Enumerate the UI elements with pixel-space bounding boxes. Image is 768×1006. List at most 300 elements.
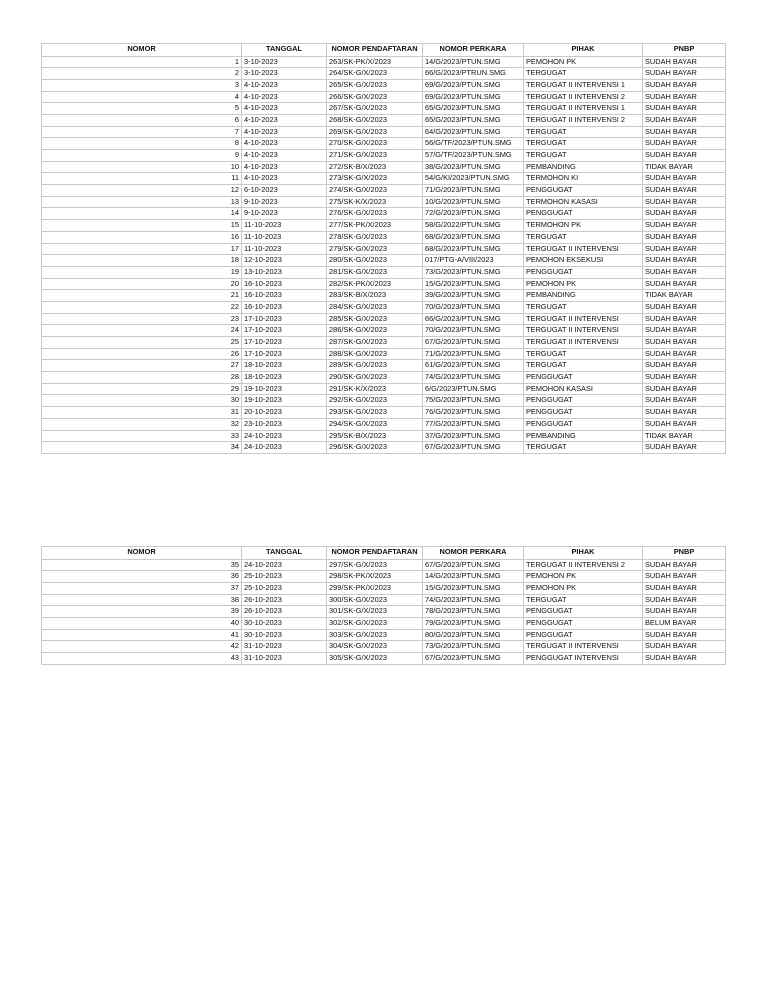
cell-tanggal: 30-10-2023 — [242, 629, 327, 641]
cell-pnbp: SUDAH BAYAR — [643, 407, 726, 419]
cell-tanggal: 26-10-2023 — [242, 594, 327, 606]
cell-pnbp: SUDAH BAYAR — [643, 348, 726, 360]
cell-nomor: 26 — [42, 348, 242, 360]
cell-nomor: 42 — [42, 641, 242, 653]
cell-pihak: PENGGUGAT — [524, 418, 643, 430]
cell-nomor-perkara: 58/G/2022/PTUN.SMG — [423, 220, 524, 232]
cell-nomor: 31 — [42, 407, 242, 419]
cell-tanggal: 4-10-2023 — [242, 150, 327, 162]
cell-nomor: 8 — [42, 138, 242, 150]
cell-nomor-pendaftaran: 282/SK-PK/X/2023 — [327, 278, 423, 290]
cell-pihak: PENGGUGAT — [524, 266, 643, 278]
cell-tanggal: 31-10-2023 — [242, 653, 327, 665]
table-row — [42, 395, 726, 407]
cell-nomor: 7 — [42, 126, 242, 138]
table-header-row — [42, 44, 726, 57]
cell-tanggal: 11-10-2023 — [242, 231, 327, 243]
cell-pnbp: SUDAH BAYAR — [643, 372, 726, 384]
cell-nomor-perkara: 10/G/2023/PTUN.SMG — [423, 196, 524, 208]
cell-nomor: 37 — [42, 582, 242, 594]
cell-nomor-pendaftaran: 263/SK-PK/X/2023 — [327, 56, 423, 68]
cell-pihak: TERGUGAT — [524, 594, 643, 606]
registry-table-2 — [41, 546, 726, 665]
cell-nomor: 23 — [42, 313, 242, 325]
cell-tanggal: 4-10-2023 — [242, 161, 327, 173]
cell-tanggal: 4-10-2023 — [242, 138, 327, 150]
cell-nomor-perkara: 71/G/2023/PTUN.SMG — [423, 185, 524, 197]
cell-nomor-pendaftaran: 288/SK-G/X/2023 — [327, 348, 423, 360]
cell-pnbp: SUDAH BAYAR — [643, 56, 726, 68]
cell-nomor-pendaftaran: 280/SK-G/X/2023 — [327, 255, 423, 267]
cell-nomor-perkara: 14/G/2023/PTUN.SMG — [423, 571, 524, 583]
cell-tanggal: 25-10-2023 — [242, 582, 327, 594]
cell-pnbp: SUDAH BAYAR — [643, 418, 726, 430]
cell-tanggal: 19-10-2023 — [242, 383, 327, 395]
cell-pihak: TERGUGAT — [524, 126, 643, 138]
cell-pnbp: SUDAH BAYAR — [643, 629, 726, 641]
cell-nomor-perkara: 70/G/2023/PTUN.SMG — [423, 325, 524, 337]
cell-tanggal: 12-10-2023 — [242, 255, 327, 267]
table-row — [42, 91, 726, 103]
cell-nomor: 5 — [42, 103, 242, 115]
cell-nomor-pendaftaran: 293/SK-G/X/2023 — [327, 407, 423, 419]
cell-tanggal: 31-10-2023 — [242, 641, 327, 653]
cell-nomor-perkara: 15/G/2023/PTUN.SMG — [423, 582, 524, 594]
cell-nomor: 35 — [42, 559, 242, 571]
cell-nomor-perkara: 67/G/2023/PTUN.SMG — [423, 559, 524, 571]
cell-nomor-pendaftaran: 296/SK-G/X/2023 — [327, 442, 423, 454]
cell-tanggal: 4-10-2023 — [242, 91, 327, 103]
cell-pihak: PENGGUGAT INTERVENSI — [524, 653, 643, 665]
cell-pnbp: SUDAH BAYAR — [643, 337, 726, 349]
table-row — [42, 79, 726, 91]
table-header-row — [42, 547, 726, 560]
cell-tanggal: 4-10-2023 — [242, 126, 327, 138]
cell-nomor-perkara: 74/G/2023/PTUN.SMG — [423, 594, 524, 606]
header-nomor: NOMOR — [42, 44, 242, 57]
cell-tanggal: 17-10-2023 — [242, 337, 327, 349]
table-row — [42, 653, 726, 665]
cell-tanggal: 26-10-2023 — [242, 606, 327, 618]
cell-nomor-pendaftaran: 298/SK-PK/X/2023 — [327, 571, 423, 583]
cell-pihak: PEMOHON EKSEKUSI — [524, 255, 643, 267]
cell-tanggal: 9-10-2023 — [242, 196, 327, 208]
cell-pnbp: TIDAK BAYAR — [643, 430, 726, 442]
cell-nomor: 1 — [42, 56, 242, 68]
cell-pnbp: SUDAH BAYAR — [643, 641, 726, 653]
cell-tanggal: 24-10-2023 — [242, 442, 327, 454]
cell-pnbp: SUDAH BAYAR — [643, 91, 726, 103]
cell-pihak: TERGUGAT II INTERVENSI 2 — [524, 559, 643, 571]
cell-nomor-pendaftaran: 289/SK-G/X/2023 — [327, 360, 423, 372]
cell-pihak: TERMOHON KI — [524, 173, 643, 185]
cell-nomor-perkara: 74/G/2023/PTUN.SMG — [423, 372, 524, 384]
cell-nomor-perkara: 70/G/2023/PTUN.SMG — [423, 301, 524, 313]
cell-pnbp: SUDAH BAYAR — [643, 383, 726, 395]
cell-tanggal: 6-10-2023 — [242, 185, 327, 197]
cell-nomor-perkara: 68/G/2023/PTUN.SMG — [423, 231, 524, 243]
cell-tanggal: 18-10-2023 — [242, 372, 327, 384]
cell-pihak: PENGGUGAT — [524, 407, 643, 419]
cell-nomor: 4 — [42, 91, 242, 103]
cell-pihak: PEMOHON PK — [524, 56, 643, 68]
cell-nomor: 19 — [42, 266, 242, 278]
cell-nomor-pendaftaran: 303/SK-G/X/2023 — [327, 629, 423, 641]
header-nomor-pendaftaran: NOMOR PENDAFTARAN — [327, 44, 423, 57]
cell-nomor-pendaftaran: 299/SK-PK/X/2023 — [327, 582, 423, 594]
cell-nomor: 41 — [42, 629, 242, 641]
cell-nomor: 10 — [42, 161, 242, 173]
cell-nomor-perkara: 69/G/2023/PTUN.SMG — [423, 91, 524, 103]
cell-nomor: 27 — [42, 360, 242, 372]
table-row — [42, 208, 726, 220]
table-row — [42, 360, 726, 372]
cell-nomor-pendaftaran: 268/SK-G/X/2023 — [327, 114, 423, 126]
cell-pnbp: SUDAH BAYAR — [643, 79, 726, 91]
cell-pnbp: TIDAK BAYAR — [643, 290, 726, 302]
cell-nomor-pendaftaran: 291/SK-K/X/2023 — [327, 383, 423, 395]
cell-tanggal: 23-10-2023 — [242, 418, 327, 430]
cell-nomor-perkara: 39/G/2023/PTUN.SMG — [423, 290, 524, 302]
cell-pnbp: SUDAH BAYAR — [643, 313, 726, 325]
cell-nomor: 32 — [42, 418, 242, 430]
cell-nomor: 28 — [42, 372, 242, 384]
cell-nomor-pendaftaran: 275/SK-K/X/2023 — [327, 196, 423, 208]
cell-pnbp: SUDAH BAYAR — [643, 185, 726, 197]
cell-pihak: TERGUGAT II INTERVENSI 2 — [524, 91, 643, 103]
cell-nomor-perkara: 66/G/2023/PTUN.SMG — [423, 313, 524, 325]
table-row — [42, 372, 726, 384]
cell-pihak: TERGUGAT II INTERVENSI — [524, 313, 643, 325]
cell-nomor: 24 — [42, 325, 242, 337]
cell-nomor-pendaftaran: 297/SK-G/X/2023 — [327, 559, 423, 571]
cell-nomor-perkara: 77/G/2023/PTUN.SMG — [423, 418, 524, 430]
cell-nomor-pendaftaran: 270/SK-G/X/2023 — [327, 138, 423, 150]
table-row — [42, 231, 726, 243]
cell-tanggal: 25-10-2023 — [242, 571, 327, 583]
cell-tanggal: 11-10-2023 — [242, 243, 327, 255]
cell-nomor-pendaftaran: 271/SK-G/X/2023 — [327, 150, 423, 162]
cell-nomor-pendaftaran: 264/SK-G/X/2023 — [327, 68, 423, 80]
cell-tanggal: 30-10-2023 — [242, 617, 327, 629]
cell-pihak: TERGUGAT — [524, 138, 643, 150]
cell-tanggal: 4-10-2023 — [242, 114, 327, 126]
cell-pihak: PENGGUGAT — [524, 629, 643, 641]
cell-nomor-perkara: 54/G/KI/2023/PTUN.SMG — [423, 173, 524, 185]
cell-tanggal: 24-10-2023 — [242, 559, 327, 571]
cell-pihak: PENGGUGAT — [524, 208, 643, 220]
header-pihak: PIHAK — [524, 547, 643, 560]
cell-nomor-perkara: 79/G/2023/PTUN.SMG — [423, 617, 524, 629]
cell-pihak: TERGUGAT — [524, 442, 643, 454]
cell-pnbp: SUDAH BAYAR — [643, 395, 726, 407]
table-row — [42, 255, 726, 267]
cell-pnbp: SUDAH BAYAR — [643, 559, 726, 571]
cell-pnbp: SUDAH BAYAR — [643, 571, 726, 583]
cell-nomor-pendaftaran: 300/SK-G/X/2023 — [327, 594, 423, 606]
cell-pnbp: BELUM BAYAR — [643, 617, 726, 629]
cell-nomor-pendaftaran: 302/SK-G/X/2023 — [327, 617, 423, 629]
cell-nomor-pendaftaran: 286/SK-G/X/2023 — [327, 325, 423, 337]
cell-nomor-perkara: 37/G/2023/PTUN.SMG — [423, 430, 524, 442]
cell-pihak: TERGUGAT — [524, 68, 643, 80]
cell-nomor-perkara: 6/G/2023/PTUN.SMG — [423, 383, 524, 395]
cell-pihak: PEMOHON PK — [524, 571, 643, 583]
cell-nomor: 40 — [42, 617, 242, 629]
cell-nomor: 15 — [42, 220, 242, 232]
table-row — [42, 278, 726, 290]
cell-pihak: PEMOHON PK — [524, 278, 643, 290]
cell-tanggal: 24-10-2023 — [242, 430, 327, 442]
table-row — [42, 582, 726, 594]
cell-nomor: 29 — [42, 383, 242, 395]
cell-pnbp: SUDAH BAYAR — [643, 231, 726, 243]
cell-nomor: 6 — [42, 114, 242, 126]
cell-pnbp: SUDAH BAYAR — [643, 594, 726, 606]
cell-nomor-pendaftaran: 272/SK-B/X/2023 — [327, 161, 423, 173]
header-nomor-perkara: NOMOR PERKARA — [423, 547, 524, 560]
cell-pihak: TERGUGAT II INTERVENSI — [524, 641, 643, 653]
cell-nomor-pendaftaran: 301/SK-G/X/2023 — [327, 606, 423, 618]
cell-pnbp: SUDAH BAYAR — [643, 68, 726, 80]
cell-nomor-perkara: 75/G/2023/PTUN.SMG — [423, 395, 524, 407]
cell-nomor: 2 — [42, 68, 242, 80]
cell-pnbp: SUDAH BAYAR — [643, 126, 726, 138]
table-row — [42, 641, 726, 653]
cell-pnbp: SUDAH BAYAR — [643, 266, 726, 278]
cell-pnbp: SUDAH BAYAR — [643, 243, 726, 255]
cell-nomor-pendaftaran: 294/SK-G/X/2023 — [327, 418, 423, 430]
cell-pihak: TERGUGAT II INTERVENSI 2 — [524, 114, 643, 126]
cell-nomor-pendaftaran: 277/SK-PK/X/2023 — [327, 220, 423, 232]
cell-tanggal: 16-10-2023 — [242, 290, 327, 302]
cell-nomor-pendaftaran: 278/SK-G/X/2023 — [327, 231, 423, 243]
cell-nomor-pendaftaran: 267/SK-G/X/2023 — [327, 103, 423, 115]
table-row — [42, 325, 726, 337]
table-row — [42, 126, 726, 138]
cell-pnbp: SUDAH BAYAR — [643, 220, 726, 232]
cell-pnbp: SUDAH BAYAR — [643, 442, 726, 454]
cell-nomor: 43 — [42, 653, 242, 665]
cell-nomor: 18 — [42, 255, 242, 267]
cell-pihak: TERGUGAT — [524, 150, 643, 162]
cell-tanggal: 16-10-2023 — [242, 301, 327, 313]
table-row — [42, 185, 726, 197]
cell-nomor-perkara: 68/G/2023/PTUN.SMG — [423, 243, 524, 255]
cell-nomor-perkara: 80/G/2023/PTUN.SMG — [423, 629, 524, 641]
cell-nomor-pendaftaran: 266/SK-G/X/2023 — [327, 91, 423, 103]
cell-pnbp: SUDAH BAYAR — [643, 138, 726, 150]
cell-nomor-pendaftaran: 285/SK-G/X/2023 — [327, 313, 423, 325]
cell-nomor: 12 — [42, 185, 242, 197]
cell-pihak: PENGGUGAT — [524, 617, 643, 629]
cell-pihak: PEMBANDING — [524, 430, 643, 442]
table-row — [42, 337, 726, 349]
table-row — [42, 114, 726, 126]
table-row — [42, 220, 726, 232]
cell-nomor-perkara: 72/G/2023/PTUN.SMG — [423, 208, 524, 220]
cell-nomor-pendaftaran: 295/SK-B/X/2023 — [327, 430, 423, 442]
table-row — [42, 173, 726, 185]
table-row — [42, 407, 726, 419]
cell-nomor-perkara: 73/G/2023/PTUN.SMG — [423, 641, 524, 653]
cell-nomor: 13 — [42, 196, 242, 208]
cell-pihak: TERGUGAT II INTERVENSI 1 — [524, 103, 643, 115]
cell-nomor-pendaftaran: 283/SK-B/X/2023 — [327, 290, 423, 302]
cell-pihak: TERGUGAT — [524, 348, 643, 360]
table-row — [42, 348, 726, 360]
cell-nomor-pendaftaran: 279/SK-G/X/2023 — [327, 243, 423, 255]
cell-nomor-pendaftaran: 274/SK-G/X/2023 — [327, 185, 423, 197]
table-row — [42, 418, 726, 430]
cell-pnbp: SUDAH BAYAR — [643, 196, 726, 208]
cell-nomor-perkara: 38/G/2023/PTUN.SMG — [423, 161, 524, 173]
header-nomor: NOMOR — [42, 547, 242, 560]
table-row — [42, 606, 726, 618]
cell-tanggal: 17-10-2023 — [242, 313, 327, 325]
cell-nomor: 22 — [42, 301, 242, 313]
cell-tanggal: 3-10-2023 — [242, 68, 327, 80]
header-pnbp: PNBP — [643, 44, 726, 57]
cell-pihak: PENGGUGAT — [524, 372, 643, 384]
header-nomor-perkara: NOMOR PERKARA — [423, 44, 524, 57]
cell-nomor-perkara: 017/PTG-A/VIII/2023 — [423, 255, 524, 267]
table-row — [42, 559, 726, 571]
cell-nomor-perkara: 65/G/2023/PTUN.SMG — [423, 103, 524, 115]
cell-pnbp: TIDAK BAYAR — [643, 161, 726, 173]
cell-nomor-perkara: 57/G/TF/2023/PTUN.SMG — [423, 150, 524, 162]
cell-tanggal: 16-10-2023 — [242, 278, 327, 290]
cell-pihak: PEMOHON PK — [524, 582, 643, 594]
table-row — [42, 161, 726, 173]
table-row — [42, 594, 726, 606]
cell-tanggal: 18-10-2023 — [242, 360, 327, 372]
cell-nomor-perkara: 78/G/2023/PTUN.SMG — [423, 606, 524, 618]
cell-pihak: PEMOHON KASASI — [524, 383, 643, 395]
cell-nomor: 25 — [42, 337, 242, 349]
table-body-2 — [42, 559, 726, 664]
cell-nomor: 14 — [42, 208, 242, 220]
cell-pihak: TERGUGAT II INTERVENSI 1 — [524, 79, 643, 91]
cell-pihak: TERGUGAT II INTERVENSI — [524, 243, 643, 255]
table-row — [42, 68, 726, 80]
cell-nomor-pendaftaran: 284/SK-G/X/2023 — [327, 301, 423, 313]
cell-tanggal: 9-10-2023 — [242, 208, 327, 220]
cell-tanggal: 4-10-2023 — [242, 173, 327, 185]
cell-tanggal: 17-10-2023 — [242, 325, 327, 337]
table-row — [42, 243, 726, 255]
cell-tanggal: 17-10-2023 — [242, 348, 327, 360]
cell-pnbp: SUDAH BAYAR — [643, 173, 726, 185]
cell-pihak: TERGUGAT II INTERVENSI — [524, 337, 643, 349]
cell-nomor-perkara: 67/G/2023/PTUN.SMG — [423, 337, 524, 349]
cell-nomor-perkara: 56/G/TF/2023/PTUN.SMG — [423, 138, 524, 150]
table-row — [42, 301, 726, 313]
cell-nomor-pendaftaran: 305/SK-G/X/2023 — [327, 653, 423, 665]
header-tanggal: TANGGAL — [242, 44, 327, 57]
cell-tanggal: 4-10-2023 — [242, 103, 327, 115]
cell-nomor: 21 — [42, 290, 242, 302]
cell-pihak: PENGGUGAT — [524, 185, 643, 197]
cell-pnbp: SUDAH BAYAR — [643, 114, 726, 126]
table-row — [42, 290, 726, 302]
cell-pihak: PENGGUGAT — [524, 606, 643, 618]
cell-nomor-pendaftaran: 292/SK-G/X/2023 — [327, 395, 423, 407]
table-row — [42, 430, 726, 442]
cell-pnbp: SUDAH BAYAR — [643, 325, 726, 337]
table-row — [42, 571, 726, 583]
cell-nomor: 16 — [42, 231, 242, 243]
cell-nomor-perkara: 69/G/2023/PTUN.SMG — [423, 79, 524, 91]
cell-pihak: TERMOHON PK — [524, 220, 643, 232]
cell-pnbp: SUDAH BAYAR — [643, 653, 726, 665]
cell-pnbp: SUDAH BAYAR — [643, 301, 726, 313]
table-row — [42, 56, 726, 68]
cell-nomor: 20 — [42, 278, 242, 290]
cell-nomor-perkara: 14/G/2023/PTUN.SMG — [423, 56, 524, 68]
cell-nomor-perkara: 67/G/2023/PTUN.SMG — [423, 653, 524, 665]
cell-nomor-perkara: 76/G/2023/PTUN.SMG — [423, 407, 524, 419]
cell-pihak: TERGUGAT — [524, 360, 643, 372]
header-pnbp: PNBP — [643, 547, 726, 560]
cell-nomor-perkara: 66/G/2023/PTRUN.SMG — [423, 68, 524, 80]
cell-nomor: 36 — [42, 571, 242, 583]
table-row — [42, 313, 726, 325]
cell-nomor-pendaftaran: 281/SK-G/X/2023 — [327, 266, 423, 278]
cell-pihak: TERGUGAT — [524, 231, 643, 243]
cell-nomor-pendaftaran: 276/SK-G/X/2023 — [327, 208, 423, 220]
table-row — [42, 442, 726, 454]
cell-nomor: 11 — [42, 173, 242, 185]
cell-tanggal: 11-10-2023 — [242, 220, 327, 232]
header-tanggal: TANGGAL — [242, 547, 327, 560]
cell-nomor: 34 — [42, 442, 242, 454]
cell-nomor-perkara: 73/G/2023/PTUN.SMG — [423, 266, 524, 278]
table-body-1 — [42, 56, 726, 453]
cell-nomor-perkara: 15/G/2023/PTUN.SMG — [423, 278, 524, 290]
cell-nomor-perkara: 67/G/2023/PTUN.SMG — [423, 442, 524, 454]
cell-nomor-perkara: 71/G/2023/PTUN.SMG — [423, 348, 524, 360]
cell-nomor: 39 — [42, 606, 242, 618]
table-row — [42, 103, 726, 115]
cell-tanggal: 3-10-2023 — [242, 56, 327, 68]
cell-pnbp: SUDAH BAYAR — [643, 255, 726, 267]
cell-nomor: 38 — [42, 594, 242, 606]
table-row — [42, 629, 726, 641]
cell-tanggal: 20-10-2023 — [242, 407, 327, 419]
table-row — [42, 138, 726, 150]
cell-nomor-perkara: 61/G/2023/PTUN.SMG — [423, 360, 524, 372]
cell-pnbp: SUDAH BAYAR — [643, 360, 726, 372]
cell-nomor-pendaftaran: 273/SK-G/X/2023 — [327, 173, 423, 185]
cell-pnbp: SUDAH BAYAR — [643, 103, 726, 115]
cell-tanggal: 19-10-2023 — [242, 395, 327, 407]
cell-tanggal: 13-10-2023 — [242, 266, 327, 278]
cell-nomor: 30 — [42, 395, 242, 407]
cell-nomor: 33 — [42, 430, 242, 442]
cell-nomor: 3 — [42, 79, 242, 91]
cell-tanggal: 4-10-2023 — [242, 79, 327, 91]
cell-nomor-pendaftaran: 304/SK-G/X/2023 — [327, 641, 423, 653]
cell-pihak: PEMBANDING — [524, 290, 643, 302]
cell-pnbp: SUDAH BAYAR — [643, 606, 726, 618]
table-row — [42, 383, 726, 395]
registry-table-1 — [41, 43, 726, 454]
cell-pihak: TERGUGAT II INTERVENSI — [524, 325, 643, 337]
cell-nomor: 9 — [42, 150, 242, 162]
cell-pnbp: SUDAH BAYAR — [643, 278, 726, 290]
cell-nomor-pendaftaran: 290/SK-G/X/2023 — [327, 372, 423, 384]
